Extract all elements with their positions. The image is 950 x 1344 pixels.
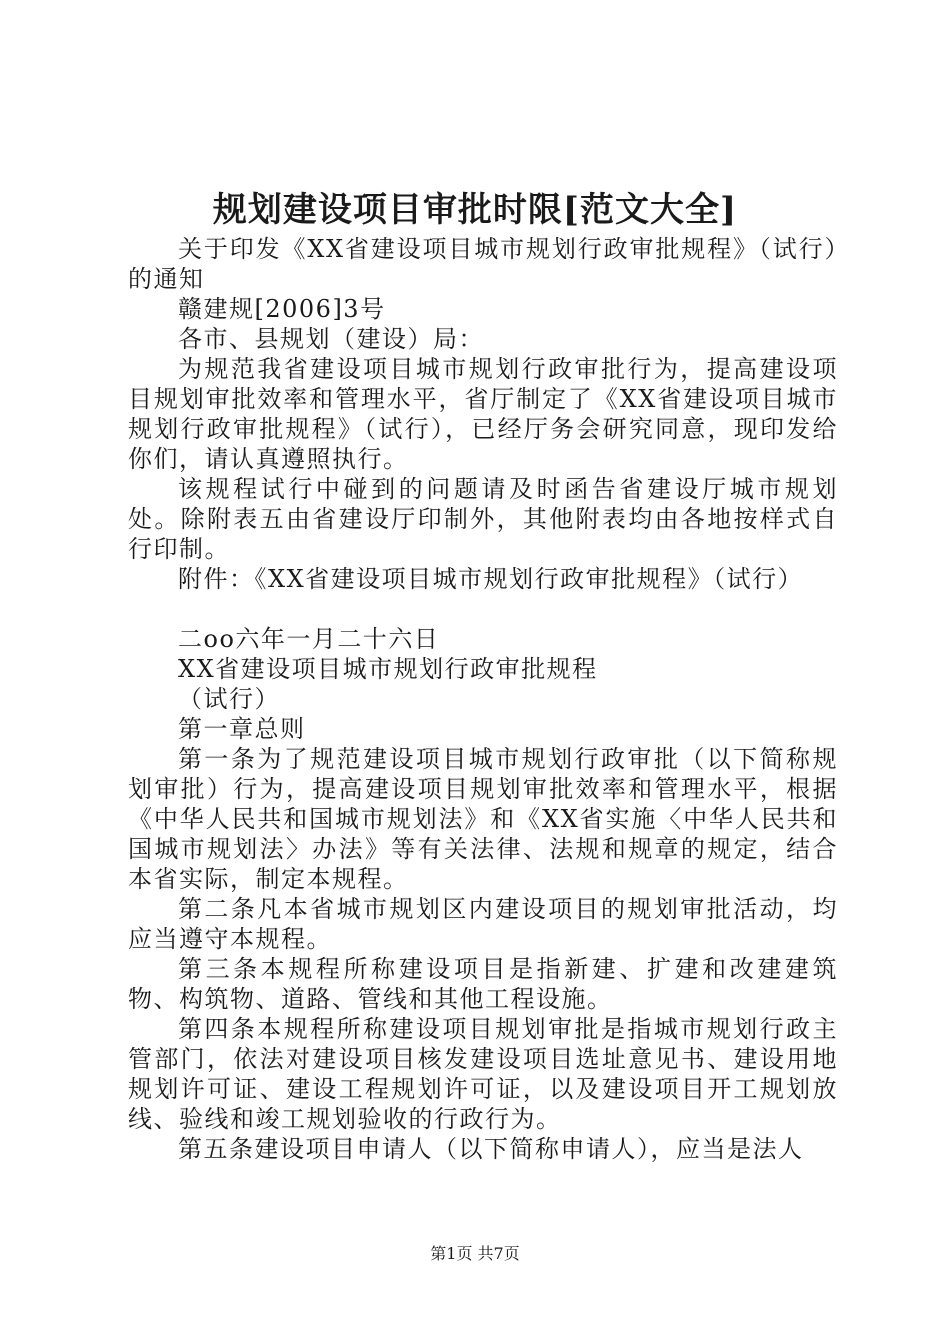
document-number: 赣建规[2006]3号 [178,295,386,323]
paragraph: 为规范我省建设项目城市规划行政审批行为，提高建设项目规划审批效率和管理水平，省厅制定了《XX省建设项目城市规划行政审批规程》（试行），已经厅务会研究同意，现印发给你们，请认真遵照执行。 [128,355,838,473]
page-footer: 第1页 共7页 [430,1244,520,1263]
addressee: 各市、县规划（建设）局： [178,325,484,353]
attachment-line: 附件：《XX省建设项目城市规划行政审批规程》（试行） [178,565,804,593]
article: 第三条本规程所称建设项目是指新建、扩建和改建建筑物、构筑物、道路、管线和其他工程设施。 [128,955,838,1013]
document-title: 规划建设项目审批时限[范文大全] [212,190,738,230]
article: 第五条建设项目申请人（以下简称申请人），应当是法人 [178,1135,804,1163]
regulation-trial-note: （试行） [178,685,280,713]
chapter-heading: 第一章总则 [178,715,306,743]
paragraph: 该规程试行中碰到的问题请及时函告省建设厅城市规划处。除附表五由省建设厅印制外，其他附表均由各地按样式自行印制。 [128,475,838,563]
article: 第二条凡本省城市规划区内建设项目的规划审批活动，均应当遵守本规程。 [128,895,838,953]
document-body [128,234,838,1164]
date-line: 二oo六年一月二十六日 [178,625,440,653]
article: 第四条本规程所称建设项目规划审批是指城市规划行政主管部门，依法对建设项目核发建设项目选址意见书、建设用地规划许可证、建设工程规划许可证，以及建设项目开工规划放线、验线和竣工规划验收的行政行为。 [128,1015,838,1133]
article: 第一条为了规范建设项目城市规划行政审批（以下简称规划审批）行为，提高建设项目规划审批效率和管理水平，根据《中华人民共和国城市规划法》和《XX省实施〈中华人民共和国城市规划法〉办法》等有关法律、法规和规章的规定，结合本省实际，制定本规程。 [128,745,838,893]
notice-heading: 关于印发《XX省建设项目城市规划行政审批规程》（试行）的通知 [128,235,838,293]
regulation-title: XX省建设项目城市规划行政审批规程 [178,655,598,683]
